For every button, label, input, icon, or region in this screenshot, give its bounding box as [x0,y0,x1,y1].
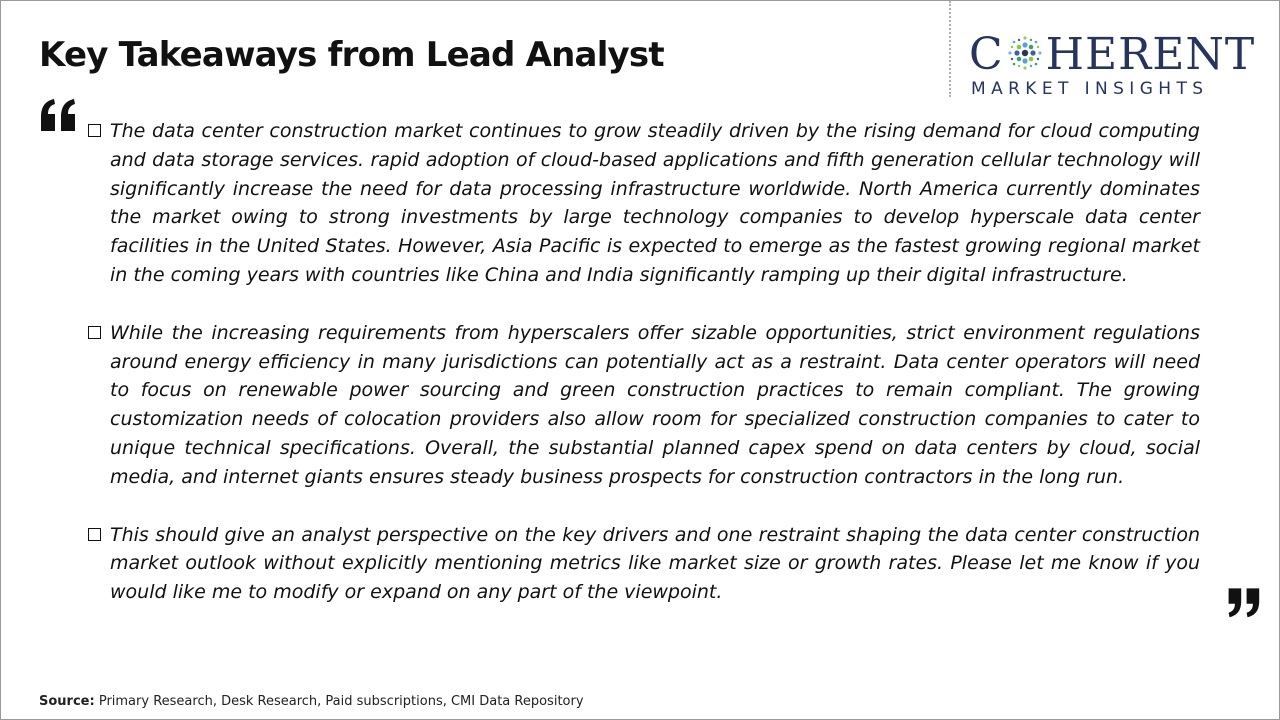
checkbox-bullet-icon [88,124,101,137]
logo-globe-icon [1005,33,1045,73]
checkbox-bullet-icon [88,326,101,339]
logo-tagline: MARKET INSIGHTS [971,79,1209,99]
list-item [87,521,1200,607]
logo-wordmark-end: HERENT [1045,29,1256,80]
quote-open-icon [39,97,79,137]
source-label: Source: [39,694,95,709]
source-text: Primary Research, Desk Research, Paid subscriptions, CMI Data Repository [98,694,584,709]
logo-wordmark-start: C [969,29,1004,80]
takeaway-text: This should give an analyst perspective on the key drivers and one restraint shaping the data center construction market outlook without explicitly mentioning metrics like market size or growth rates. Please let me know if you would like me to modify or expand on any part of the viewpoint. [110,523,1200,604]
checkbox-bullet-icon [88,528,101,541]
list-item [87,319,1200,492]
quote-close-icon [1225,583,1261,619]
takeaway-text: While the increasing requirements from hyperscalers offer sizable opportunities, strict environment regulations around energy efficiency in many jurisdictions can potentially act as a restraint. Data center operators will need to focus on renewable power sourcing and green construction practices to remain compliant. The growing customization needs of colocation providers also allow room for specialized construction companies to cater to unique technical specifications. Overall, the substantial planned capex spend on data centers by cloud, social media, and internet giants ensures steady business prospects for construction contractors in the long run. [110,321,1200,488]
takeaway-text: The data center construction market continues to grow steadily driven by the rising demand for cloud computing and data storage services. rapid adoption of cloud-based applications and fifth generation cellular technology will significantly increase the need for data processing infrastructure worldwide. North America currently dominates the market owing to strong investments by large technology companies to develop hyperscale data center facilities in the United States. However, Asia Pacific is expected to emerge as the fastest growing regional market in the coming years with countries like China and India significantly ramping up their digital infrastructure. [110,120,1200,286]
header-divider [949,1,951,97]
takeaway-list [87,117,1200,636]
logo-wordmark [969,31,1255,79]
company-logo [969,31,1269,101]
list-item [87,117,1200,290]
page-title: Key Takeaways from Lead Analyst [39,35,664,75]
source-note [39,694,584,709]
